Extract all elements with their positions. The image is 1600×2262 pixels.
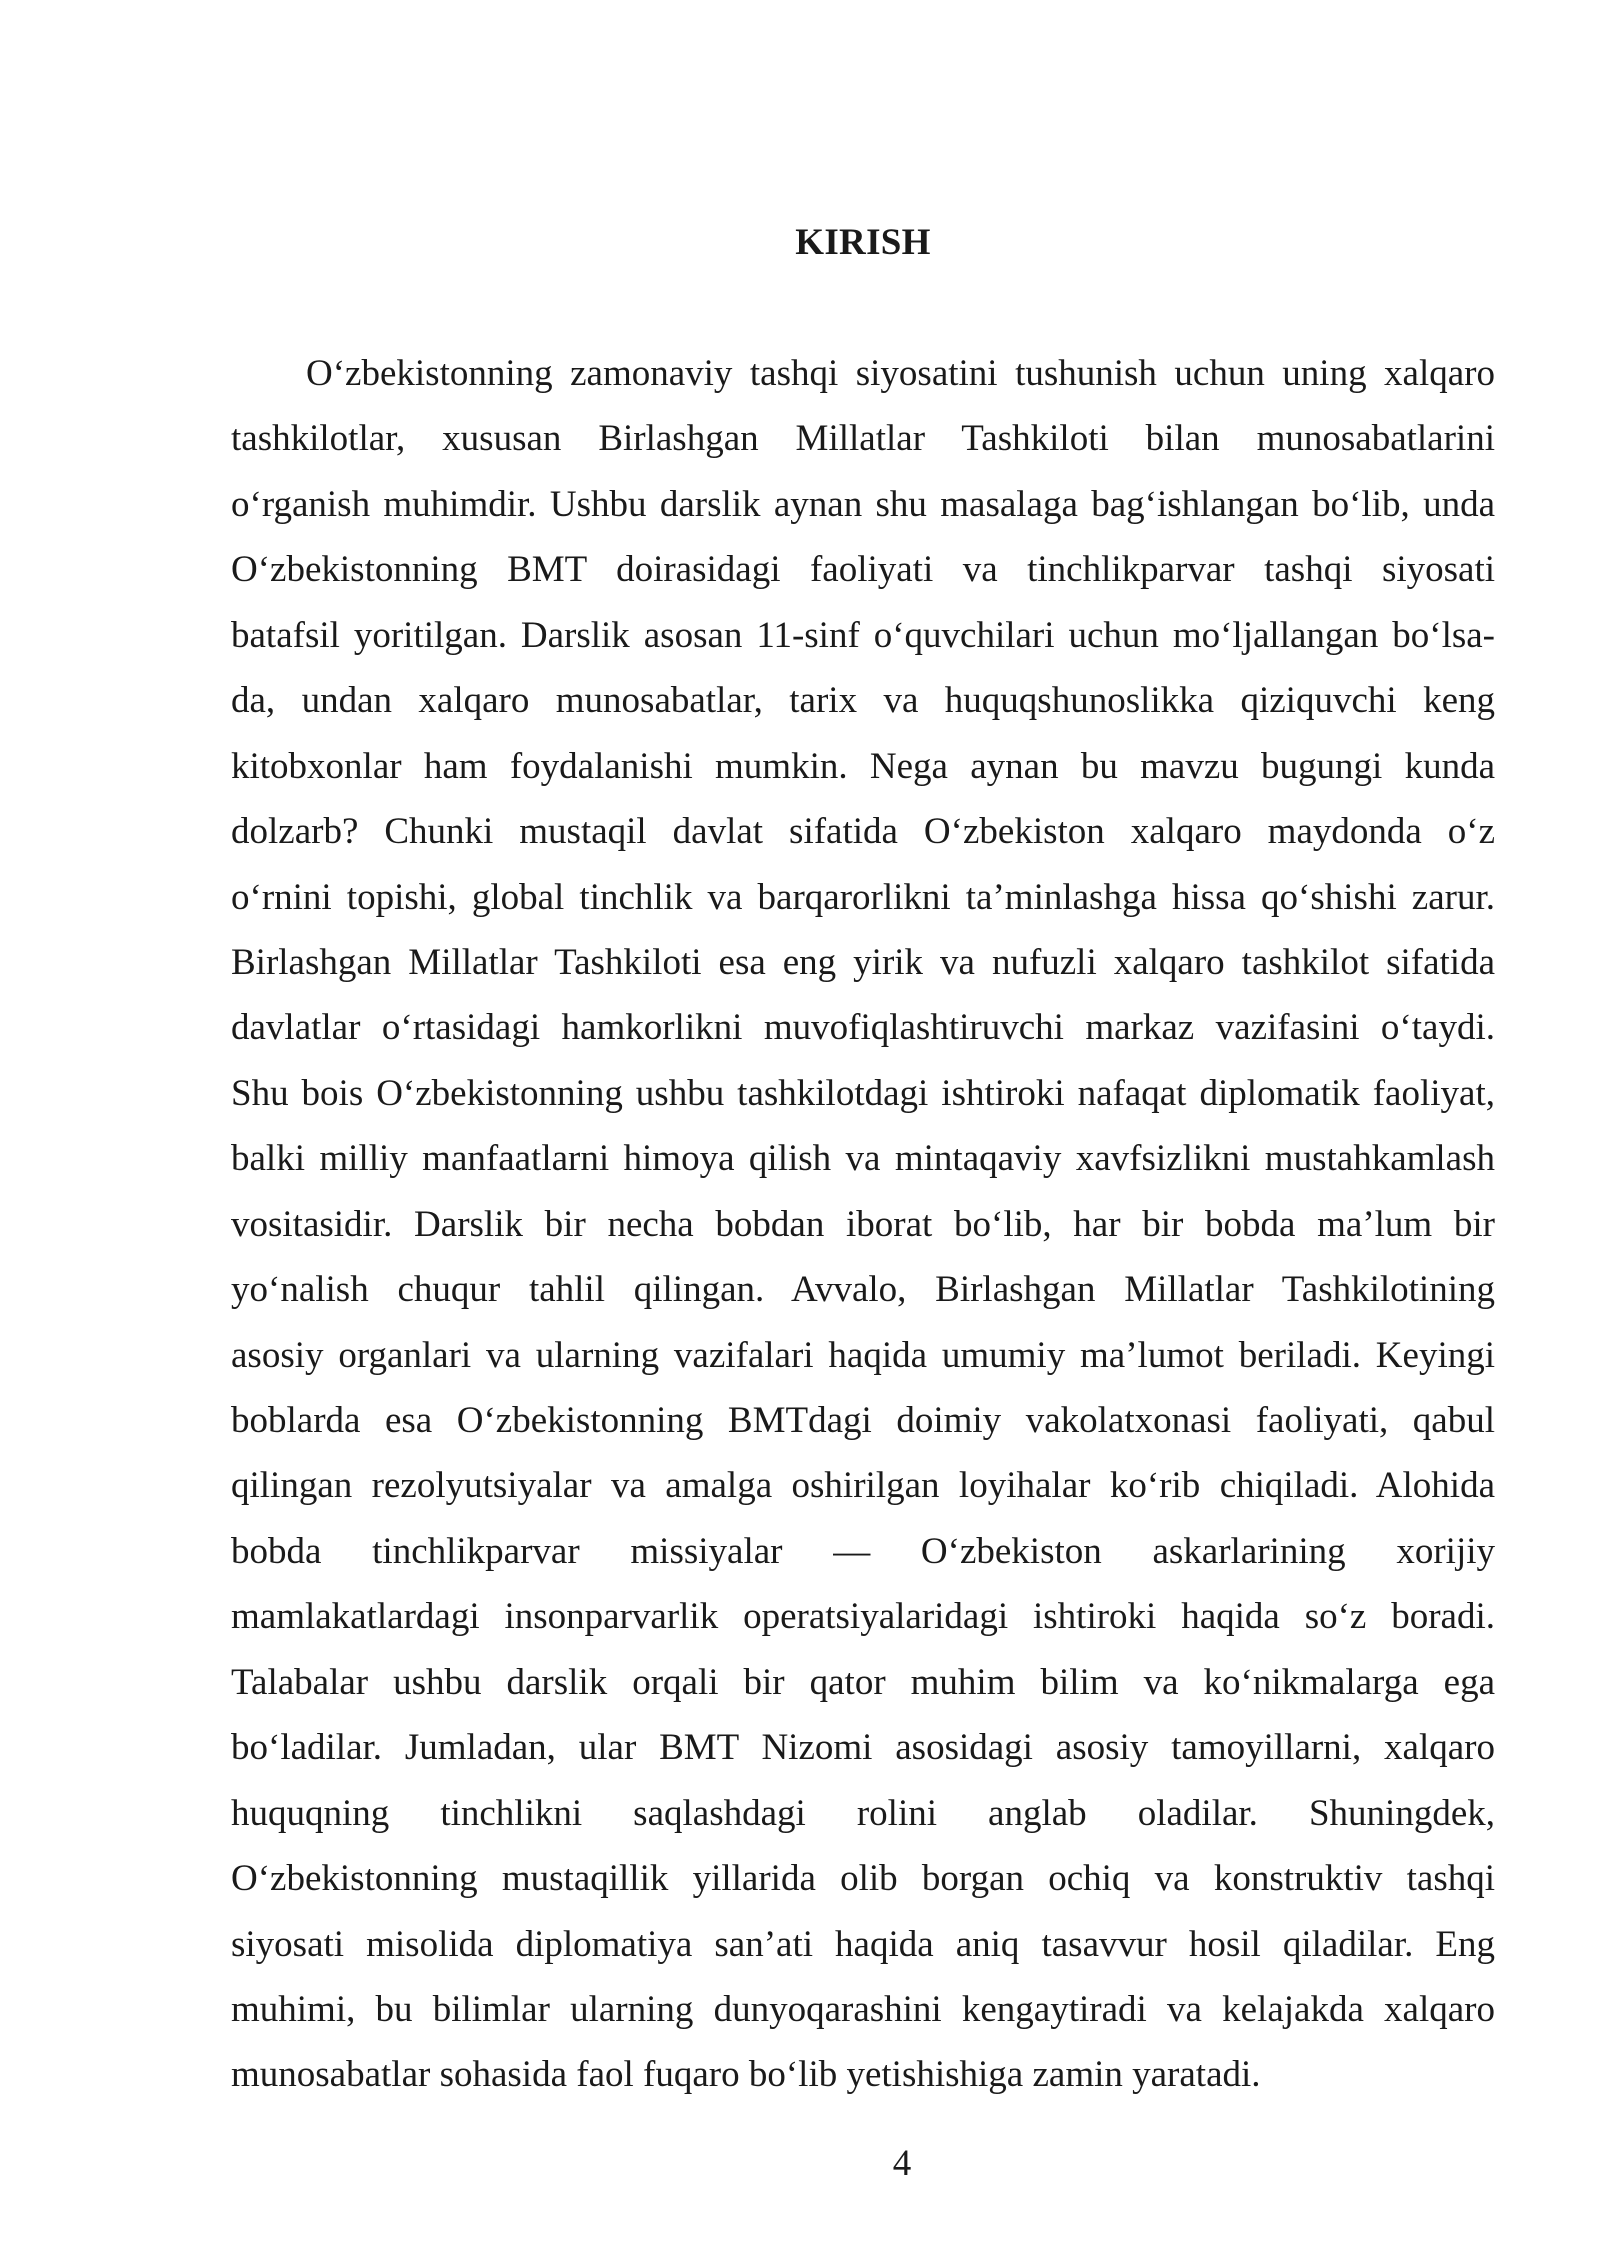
paragraph-line: munosabatlar sohasida faol fuqaro bo‘lib yetishishiga zamin yaratadi. [231, 2054, 1261, 2096]
paragraph-line: bo‘ladilar. Jumladan, ular BMT Nizomi asosidagi asosiy tamoyillarni, xalqaro [231, 1727, 1495, 1769]
paragraph-line: Birlashgan Millatlar Tashkiloti esa eng yirik va nufuzli xalqaro tashkilot sifatida [231, 941, 1495, 983]
paragraph-line: qilingan rezolyutsiyalar va amalga oshirilgan loyihalar ko‘rib chiqiladi. Alohida [231, 1465, 1495, 1507]
paragraph-line: batafsil yoritilgan. Darslik asosan 11-sinf o‘quvchilari uchun mo‘ljallangan bo‘lsa- [231, 614, 1495, 656]
paragraph-line: yo‘nalish chuqur tahlil qilingan. Avvalo, Birlashgan Millatlar Tashkilotining [231, 1269, 1495, 1311]
paragraph-line: Shu bois O‘zbekistonning ushbu tashkilotdagi ishtiroki nafaqat diplomatik faoliyat, [231, 1072, 1495, 1114]
paragraph-line: bobda tinchlikparvar missiyalar — O‘zbekiston askarlarining xorijiy [231, 1530, 1495, 1572]
page-number: 4 [892, 2143, 912, 2184]
paragraph-line: o‘rganish muhimdir. Ushbu darslik aynan shu masalaga bag‘ishlangan bo‘lib, unda [231, 483, 1495, 525]
paragraph-line: da, undan xalqaro munosabatlar, tarix va huquqshunoslikka qiziquvchi keng [231, 680, 1495, 722]
paragraph-line: Talabalar ushbu darslik orqali bir qator muhim bilim va ko‘nikmalarga ega [231, 1661, 1495, 1703]
paragraph-line: mamlakatlardagi insonparvarlik operatsiyalaridagi ishtiroki haqida so‘z boradi. [231, 1596, 1495, 1638]
paragraph-line: O‘zbekistonning mustaqillik yillarida olib borgan ochiq va konstruktiv tashqi [231, 1858, 1495, 1900]
paragraph-line: vositasidir. Darslik bir necha bobdan iborat bo‘lib, har bir bobda ma’lum bir [231, 1203, 1495, 1245]
paragraph-line: kitobxonlar ham foydalanishi mumkin. Nega aynan bu mavzu bugungi kunda [231, 745, 1495, 787]
paragraph-line: davlatlar o‘rtasidagi hamkorlikni muvofiqlashtiruvchi markaz vazifasini o‘taydi. [231, 1007, 1495, 1049]
paragraph-line: balki milliy manfaatlarni himoya qilish va mintaqaviy xavfsizlikni mustahkamlash [231, 1138, 1495, 1180]
paragraph-line: asosiy organlari va ularning vazifalari haqida umumiy ma’lumot beriladi. Keyingi [231, 1334, 1495, 1376]
paragraph-line: O‘zbekistonning BMT doirasidagi faoliyati va tinchlikparvar tashqi siyosati [231, 549, 1495, 591]
paragraph-line: tashkilotlar, xususan Birlashgan Millatlar Tashkiloti bilan munosabatlarini [231, 418, 1495, 460]
paragraph-line: o‘rnini topishi, global tinchlik va barqarorlikni ta’minlashga hissa qo‘shishi zarur. [231, 876, 1495, 918]
paragraph-line: boblarda esa O‘zbekistonning BMTdagi doimiy vakolatxonasi faoliyati, qabul [231, 1400, 1495, 1441]
paragraph-line: siyosati misolida diplomatiya san’ati haqida aniq tasavvur hosil qiladilar. Eng [231, 1923, 1495, 1965]
section-heading: KIRISH [795, 222, 931, 263]
paragraph-line: dolzarb? Chunki mustaqil davlat sifatida O‘zbekiston xalqaro maydonda o‘z [231, 811, 1495, 853]
paragraph-line: O‘zbekistonning zamonaviy tashqi siyosatini tushunish uchun uning xalqaro [306, 353, 1495, 394]
paragraph-line: muhimi, bu bilimlar ularning dunyoqarashini kengaytiradi va kelajakda xalqaro [231, 1988, 1495, 2030]
intro-paragraph [231, 341, 1495, 2108]
paragraph-line: huquqning tinchlikni saqlashdagi rolini anglab oladilar. Shuningdek, [231, 1792, 1495, 1834]
